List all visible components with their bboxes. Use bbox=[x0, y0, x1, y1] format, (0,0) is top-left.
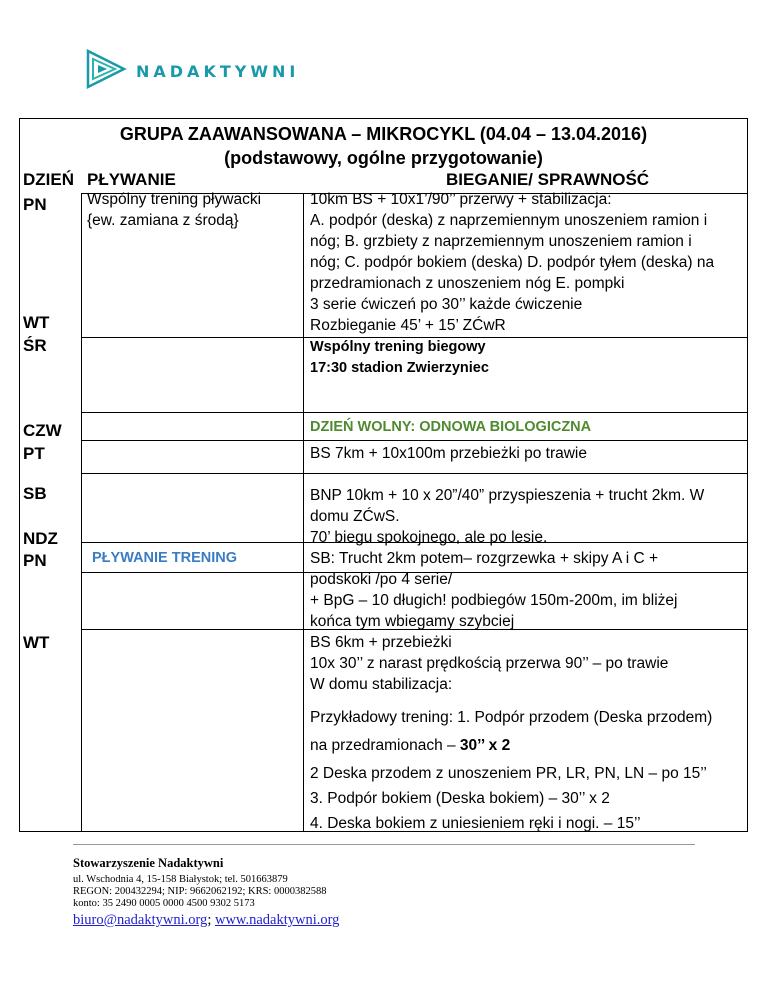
page-subtitle: (podstawowy, ogólne przygotowanie) bbox=[224, 148, 543, 168]
run-text-emphasis: 30’’ x 2 bbox=[459, 737, 511, 754]
day-label: CZW bbox=[23, 421, 62, 440]
footer-links bbox=[73, 912, 339, 929]
run-text: nóg; C. podpór bokiem (deska) D. podpór tyłem (deska) na bbox=[310, 254, 715, 271]
run-text: Wspólny trening biegowy bbox=[310, 339, 486, 355]
run-text: 3 serie ćwiczeń po 30’’ każde ćwiczenie bbox=[310, 296, 583, 313]
run-text: 2 Deska przodem z unoszeniem PR, LR, PN, LN – po 15’’ bbox=[310, 765, 707, 782]
email-link[interactable]: biuro@nadaktywni.org bbox=[73, 912, 208, 928]
run-text: 10x 30’’ z narast prędkością przerwa 90’’ – po trawie bbox=[310, 655, 669, 672]
day-label: ŚR bbox=[23, 336, 47, 355]
run-text: 3. Podpór bokiem (Deska bokiem) – 30’’ x 2 bbox=[310, 790, 610, 807]
run-text: BS 6km + przebieżki bbox=[310, 634, 452, 651]
run-text: BNP 10km + 10 x 20”/40” przyspieszenia + trucht 2km. W bbox=[310, 487, 705, 504]
run-text: podskoki /po 4 serie/ bbox=[310, 571, 453, 588]
brand-name: NADAKTYWNI bbox=[136, 61, 300, 81]
run-text: + BpG – 10 długich! podbiegów 150m-200m, im bliżej bbox=[310, 592, 678, 609]
run-text: 10km BS + 10x1’/90’’ przerwy + stabilizacja: bbox=[310, 191, 612, 208]
footer-divider bbox=[73, 844, 695, 845]
footer-ids: REGON: 200432294; NIP: 9662062192; KRS: 0000382588 bbox=[73, 886, 327, 897]
run-text: 70’ biegu spokojnego, ale po lesie. bbox=[310, 529, 548, 546]
run-text: 4. Deska bokiem z uniesieniem ręki i nogi. – 15’’ bbox=[310, 815, 641, 832]
rest-day-label: DZIEŃ WOLNY: ODNOWA BIOLOGICZNA bbox=[310, 419, 592, 435]
run-text: 17:30 stadion Zwierzyniec bbox=[310, 360, 489, 376]
row-divider bbox=[81, 473, 748, 474]
footer-org: Stowarzyszenie Nadaktywni bbox=[73, 856, 224, 870]
swim-text: {ew. zamiana z środą} bbox=[87, 212, 239, 229]
header-run: BIEGANIE/ SPRAWNOŚĆ bbox=[446, 170, 650, 189]
schedule-table bbox=[19, 118, 748, 832]
run-text-part: na przedramionach – bbox=[310, 737, 460, 754]
triangle-logo-icon bbox=[82, 45, 130, 93]
column-divider bbox=[303, 193, 304, 832]
run-text: nóg; B. grzbiety z naprzemiennym unoszeniem ramion i bbox=[310, 233, 692, 250]
day-label: WT bbox=[23, 313, 50, 332]
run-text: Rozbieganie 45’ + 15’ ZĆwR bbox=[310, 317, 506, 334]
day-label: PT bbox=[23, 444, 45, 463]
run-text: A. podpór (deska) z naprzemiennym unoszeniem ramion i bbox=[310, 212, 708, 229]
run-text bbox=[310, 735, 510, 756]
row-divider bbox=[81, 412, 748, 413]
day-label: PN bbox=[23, 195, 47, 214]
swim-training-label: PŁYWANIE TRENING bbox=[92, 550, 238, 566]
day-label: WT bbox=[23, 633, 50, 652]
swim-text: Wspólny trening pływacki bbox=[87, 191, 262, 208]
page-title: GRUPA ZAAWANSOWANA – MIKROCYKL (04.04 – 13.04.2016) bbox=[119, 124, 648, 144]
run-text: domu ZĆwS. bbox=[310, 508, 400, 525]
run-text: W domu stabilizacja: bbox=[310, 676, 453, 693]
run-text: Przykładowy trening: 1. Podpór przodem (Deska przodem) bbox=[310, 709, 713, 726]
website-link[interactable]: www.nadaktywni.org bbox=[214, 912, 340, 928]
footer-account: konto: 35 2490 0005 0000 4500 9302 5173 bbox=[73, 898, 255, 909]
run-text: końca tym wbiegamy szybciej bbox=[310, 613, 515, 630]
day-label: NDZ bbox=[23, 529, 58, 548]
run-text: SB: Trucht 2km potem– rozgrzewka + skipy A i C + bbox=[310, 550, 659, 567]
header-swim: PŁYWANIE bbox=[87, 170, 176, 189]
column-divider bbox=[81, 193, 82, 832]
run-text: przedramionach z unoszeniem nóg E. pompki bbox=[310, 275, 625, 292]
day-label: SB bbox=[23, 484, 47, 503]
row-divider bbox=[81, 440, 748, 441]
brand-logo bbox=[82, 44, 299, 94]
footer-separator: ; bbox=[207, 912, 215, 928]
footer-address: ul. Wschodnia 4, 15-158 Białystok; tel. 501663879 bbox=[73, 874, 288, 885]
run-text: BS 7km + 10x100m przebieżki po trawie bbox=[310, 445, 587, 462]
day-label: PN bbox=[23, 551, 47, 570]
header-day: DZIEŃ bbox=[23, 170, 74, 189]
